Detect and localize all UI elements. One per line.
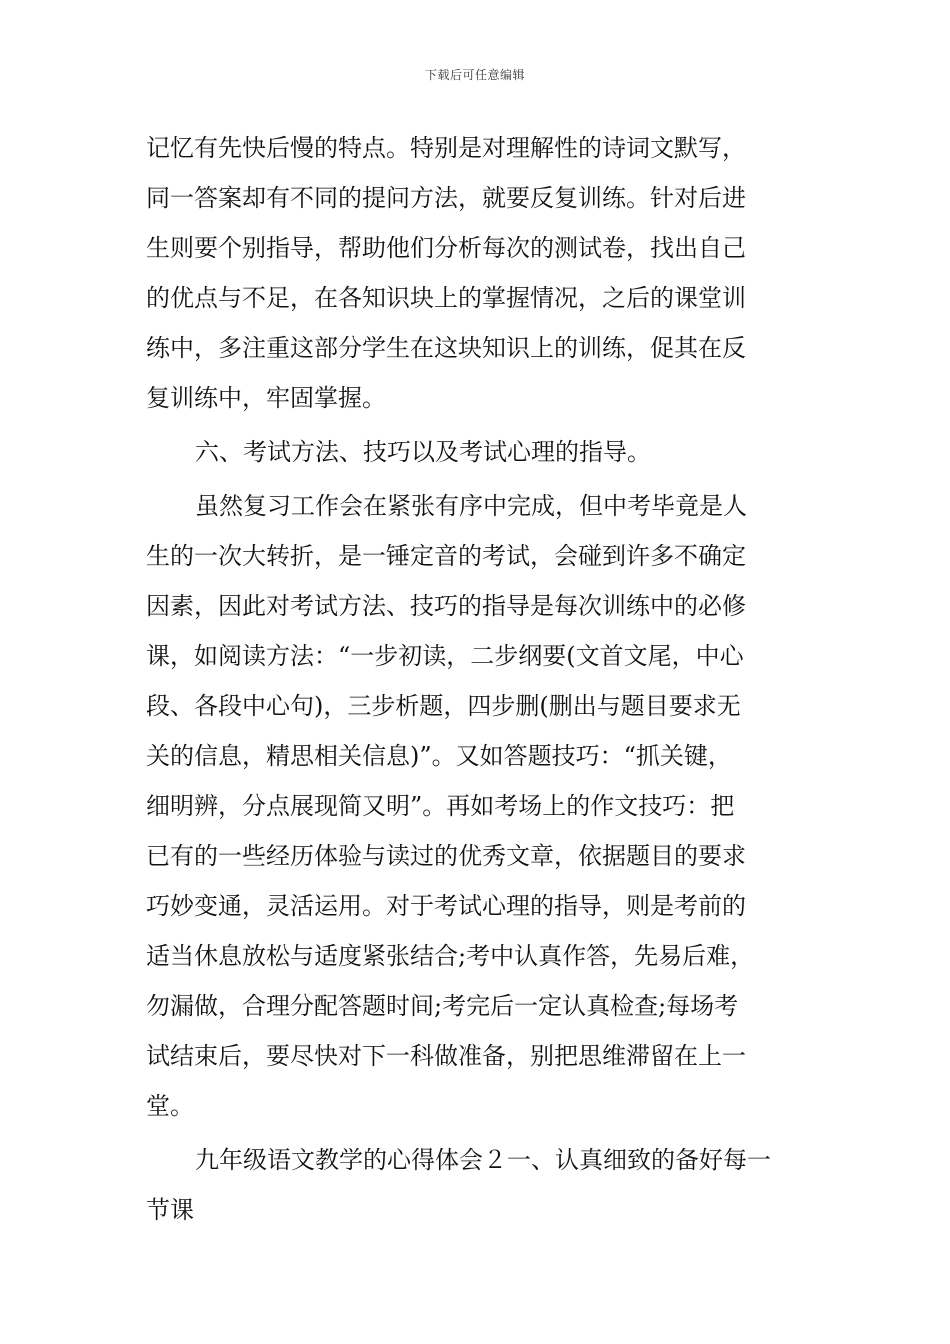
text-line: 节课 (146, 1196, 194, 1224)
text-line: 勿漏做，合理分配答题时间;考完后一定认真检查;每场考 (146, 992, 739, 1020)
paragraph-3 (146, 481, 808, 1131)
text-line: 课，如阅读方法：“一步初读，二步纲要(文首文尾，中心 (146, 642, 744, 670)
text-line: 关的信息，精思相关信息)”。又如答题技巧：“抓关键， (146, 742, 732, 770)
text-line: 虽然复习工作会在紧张有序中完成，但中考毕竟是人 (195, 492, 747, 520)
text-line: 试结束后，要尽快对下一科做准备，别把思维滞留在上一 (146, 1042, 746, 1070)
text-line: 的优点与不足，在各知识块上的掌握情况，之后的课堂训 (146, 284, 746, 312)
text-line: 同一答案却有不同的提问方法，就要反复训练。针对后进 (146, 184, 746, 212)
page-header-note: 下载后可任意编辑 (424, 68, 525, 82)
text-line: 细明辨，分点展现简又明”。再如考场上的作文技巧：把 (146, 792, 735, 820)
text-line: 已有的一些经历体验与读过的优秀文章，依据题目的要求 (146, 842, 746, 870)
text-line: 堂。 (146, 1092, 194, 1120)
paragraph-1 (146, 123, 808, 423)
text-line: 九年级语文教学的心得体会２一、认真细致的备好每一 (195, 1146, 771, 1174)
text-line: 练中，多注重这部分学生在这块知识上的训练，促其在反 (146, 334, 746, 362)
text-line: 生的一次大转折，是一锤定音的考试，会碰到许多不确定 (146, 542, 746, 570)
text-line: 巧妙变通，灵活运用。对于考试心理的指导，则是考前的 (146, 892, 746, 920)
document-body (146, 123, 808, 1235)
heading-line: 六、考试方法、技巧以及考试心理的指导。 (195, 438, 651, 466)
text-line: 生则要个别指导，帮助他们分析每次的测试卷，找出自己 (146, 234, 746, 262)
text-line: 复训练中，牢固掌握。 (146, 384, 386, 412)
paragraph-4 (146, 1135, 808, 1235)
text-line: 因素，因此对考试方法、技巧的指导是每次训练中的必修 (146, 592, 746, 620)
text-line: 记忆有先快后慢的特点。特别是对理解性的诗词文默写， (146, 134, 746, 162)
section-heading (146, 427, 808, 477)
text-line: 适当休息放松与适度紧张结合;考中认真作答，先易后难， (146, 942, 755, 970)
text-line: 段、各段中心句)，三步析题，四步删(删出与题目要求无 (146, 692, 741, 720)
